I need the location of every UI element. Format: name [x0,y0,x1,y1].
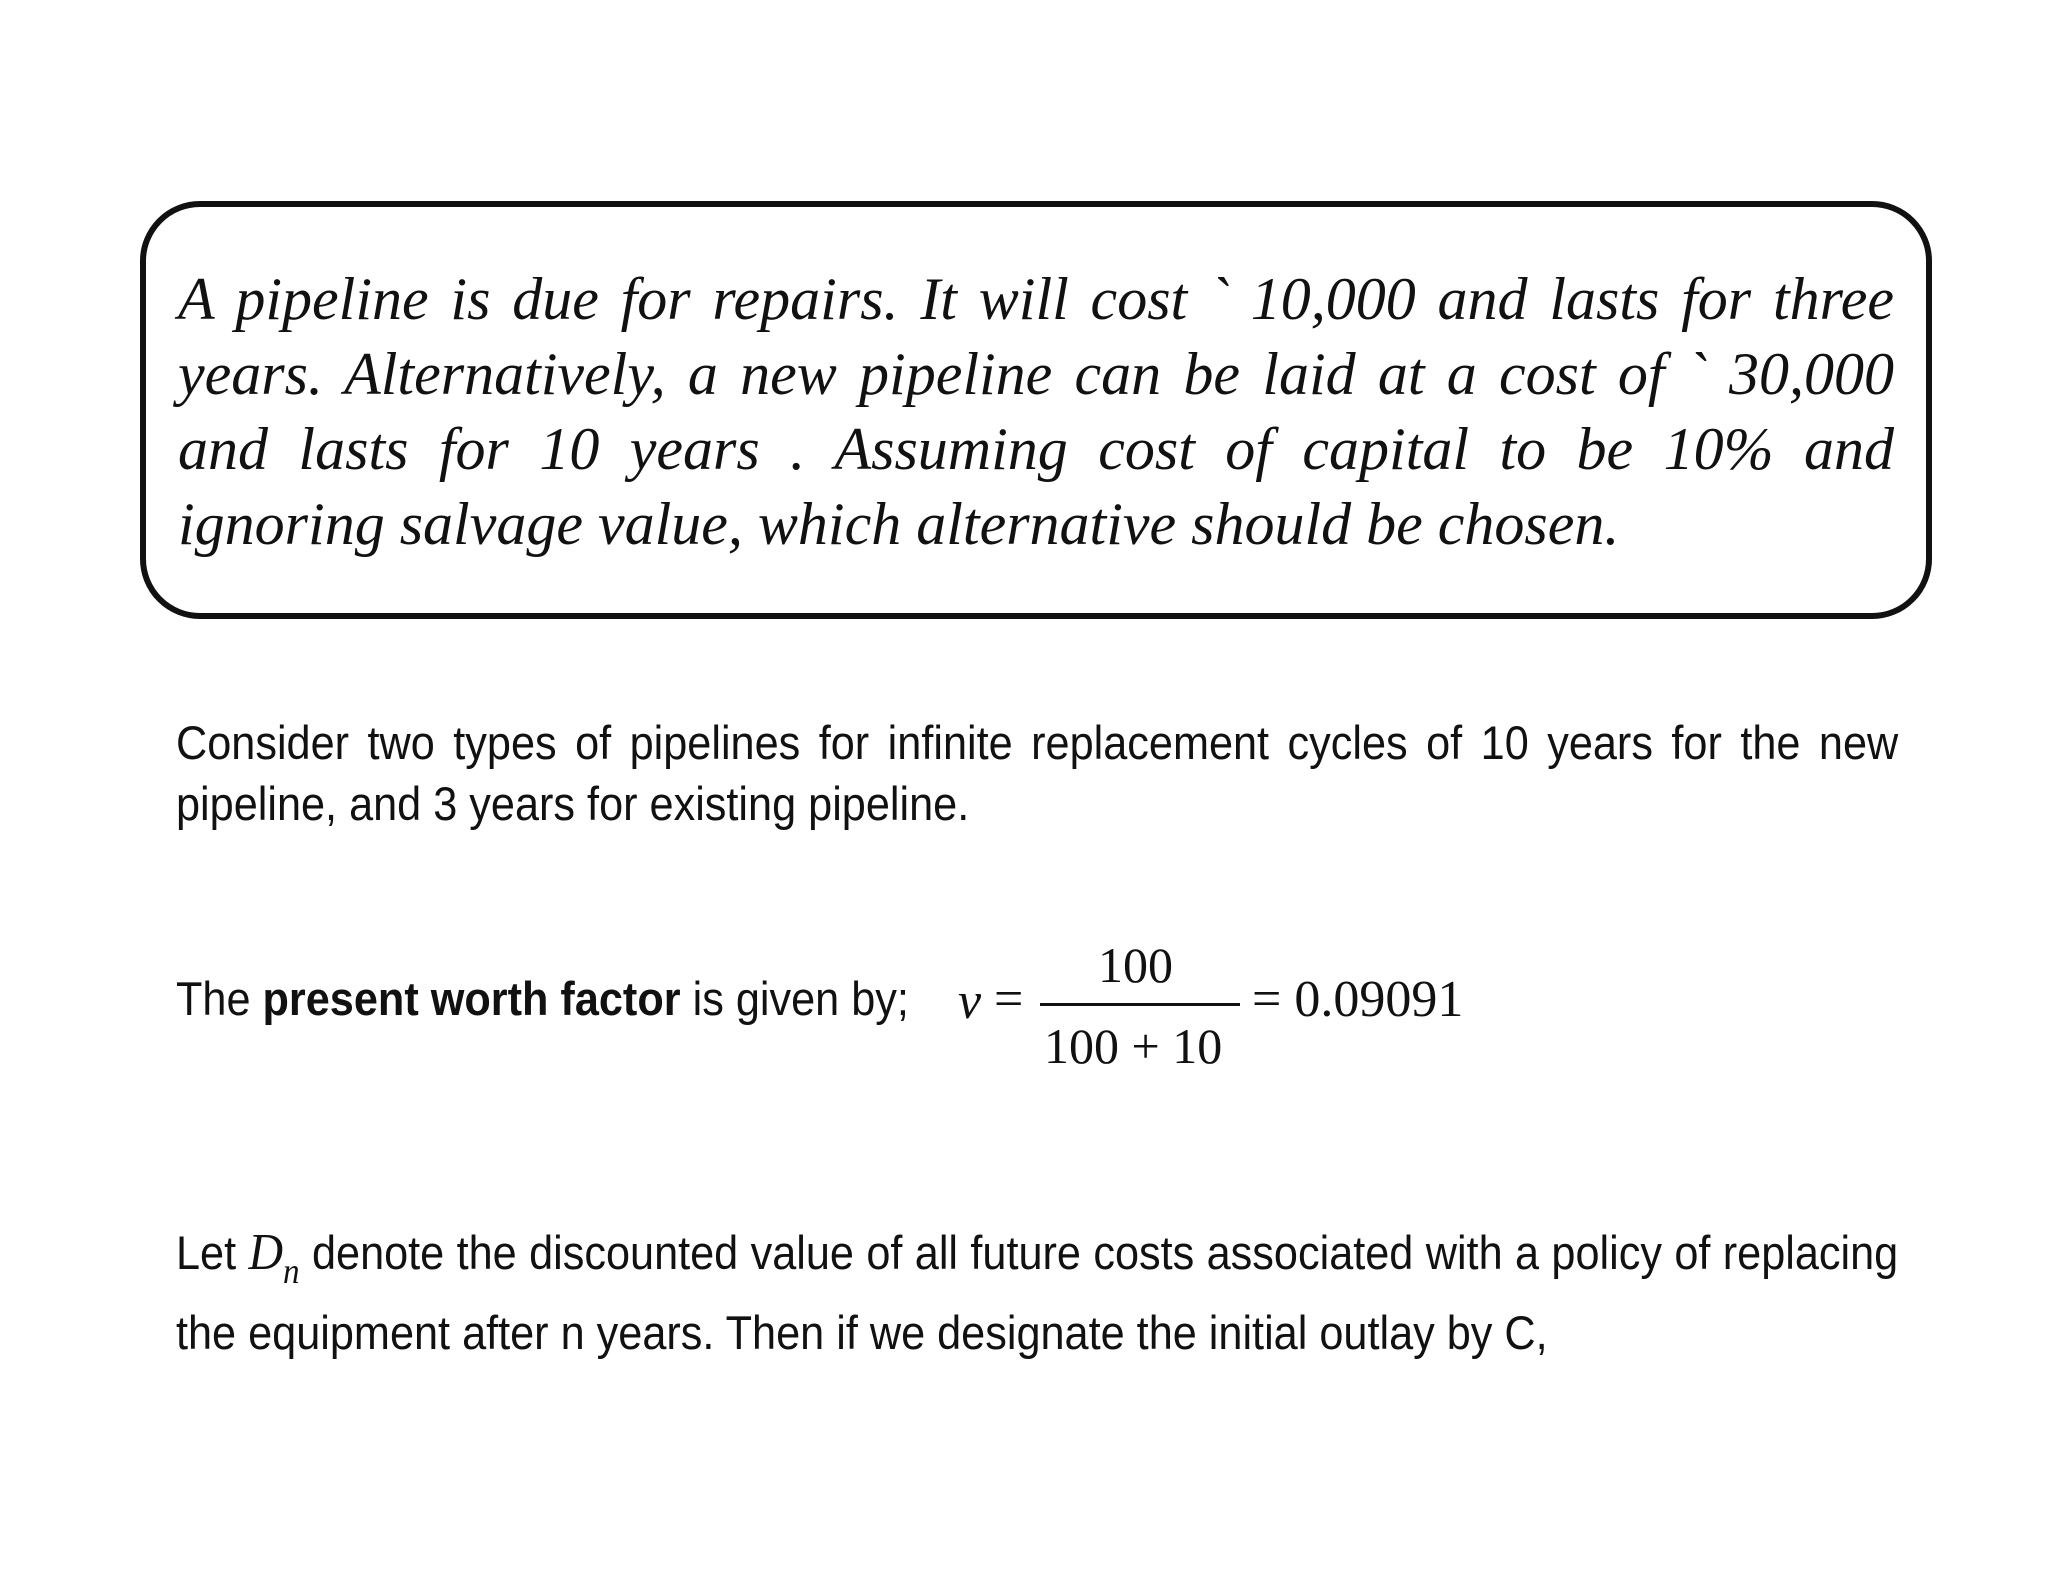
formula-equals: = [994,971,1024,1028]
dn-symbol [248,1224,300,1291]
problem-statement: A pipeline is due for repairs. It will cost ` 10,000 and lasts for three years. Alternatively, a new pipeline can be laid at a cost of ` 30,000 and lasts for 10 years . Assuming cost of capital to be 10% and ignoring salvage value, which alternative should be chosen. [178,266,1894,557]
pwf-bold-term: present worth factor [262,972,681,1025]
present-worth-factor-line [176,968,909,1029]
fraction-bar [1040,1003,1240,1006]
para3-lead: Let [176,1226,249,1279]
formula-numerator: 100 [1098,937,1173,993]
formula-variable: v [958,973,982,1030]
dn-letter: D [248,1224,284,1281]
dn-subscript: n [283,1251,300,1291]
para3-text: denote the discounted value of all future costs associated with a policy of replacing the equipment after n years. Then if we designate the initial outlay by C, [176,1226,1899,1359]
paragraph-consider: Consider two types of pipelines for infinite replacement cycles of 10 years for the new pipeline, and 3 years for existing pipeline. [176,716,1899,830]
pwf-prefix: The [176,972,263,1025]
paragraph-let-dn [176,1222,1898,1363]
formula-denominator: 100 + 10 [1044,1018,1223,1074]
pwf-suffix: is given by; [680,972,909,1025]
formula-result: = 0.09091 [1252,971,1464,1028]
